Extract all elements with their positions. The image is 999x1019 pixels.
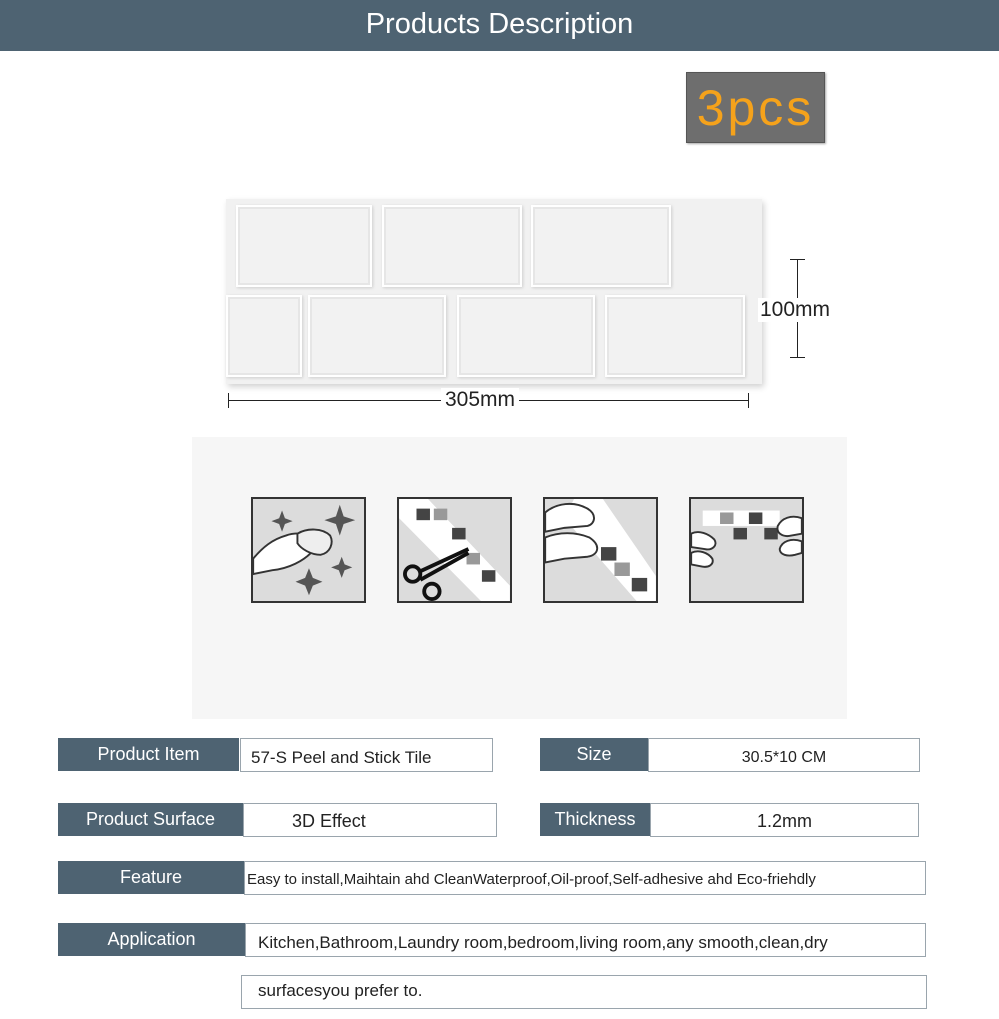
- scissors-cut-icon: [399, 499, 510, 601]
- product-surface-value: 3D Effect: [243, 803, 497, 837]
- product-item-value: 57-S Peel and Stick Tile: [240, 738, 493, 772]
- width-dimension-cap-left: [228, 393, 229, 408]
- step-clean: [251, 497, 366, 603]
- brick: [382, 205, 522, 287]
- thickness-label: Thickness: [540, 803, 650, 836]
- application-value: Kitchen,Bathroom,Laundry room,bedroom,living room,any smooth,clean,dry: [245, 923, 926, 957]
- size-value: 30.5*10 CM: [648, 738, 920, 772]
- height-dimension-cap-top: [790, 259, 805, 260]
- step-press: [689, 497, 804, 603]
- size-label: Size: [540, 738, 648, 771]
- product-surface-label: Product Surface: [58, 803, 243, 836]
- brick: [226, 295, 302, 377]
- quantity-badge: 3pcs: [686, 72, 825, 143]
- brick: [236, 205, 372, 287]
- step-peel: [543, 497, 658, 603]
- product-item-label: Product Item: [58, 738, 239, 771]
- brick: [308, 295, 446, 377]
- feature-label: Feature: [58, 861, 244, 894]
- peel-backing-icon: [545, 499, 656, 601]
- press-tile-icon: [691, 499, 802, 601]
- header-bar: [0, 0, 999, 51]
- tile-illustration: [226, 199, 762, 384]
- height-dimension-label: 100mm: [760, 298, 831, 321]
- application-label: Application: [58, 923, 245, 956]
- step-cut: [397, 497, 512, 603]
- cleaning-hand-icon: [253, 499, 364, 601]
- brick: [605, 295, 745, 377]
- height-dimension-cap-bottom: [790, 357, 805, 358]
- page-title: Products Description: [365, 8, 634, 40]
- tile-sheet: [226, 199, 762, 384]
- brick: [457, 295, 595, 377]
- feature-value: Easy to install,Maihtain ahd CleanWaterproof,Oil-proof,Self-adhesive ahd Eco-friehdly: [244, 861, 926, 895]
- application-value-continued: surfacesyou prefer to.: [241, 975, 927, 1009]
- width-dimension-label: 305mm: [441, 388, 519, 412]
- thickness-value: 1.2mm: [650, 803, 919, 837]
- brick: [531, 205, 671, 287]
- width-dimension-cap-right: [748, 393, 749, 408]
